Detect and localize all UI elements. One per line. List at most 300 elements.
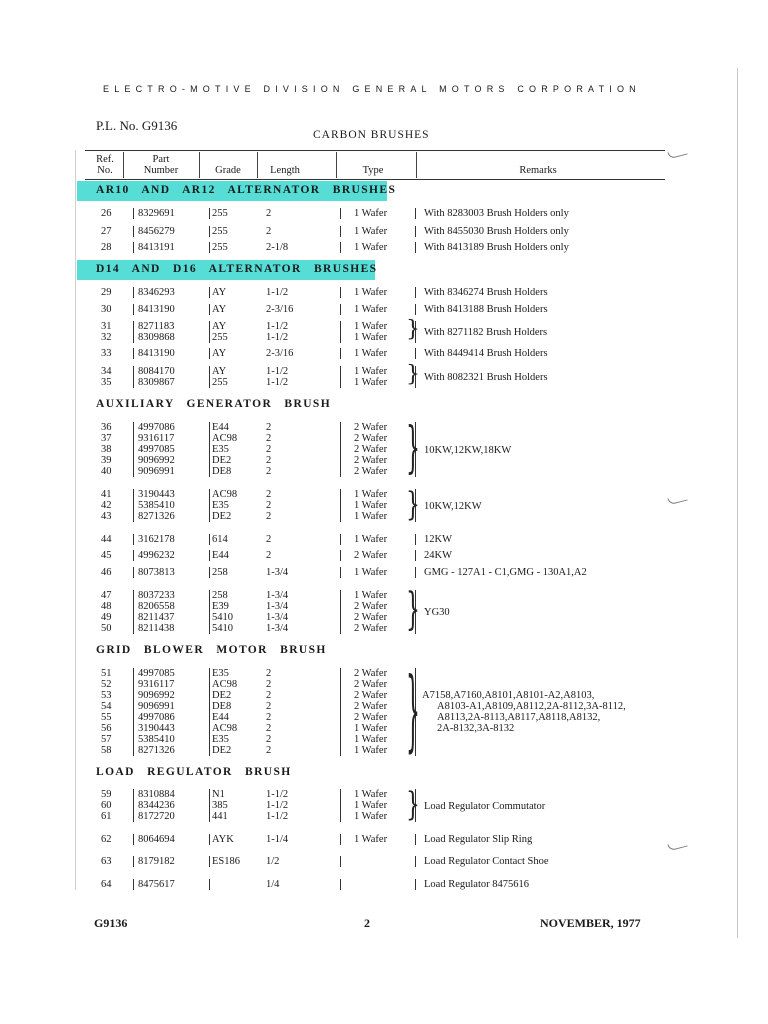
type-cell: 1 Wafer (354, 811, 388, 822)
brace-bracket: } (406, 362, 420, 387)
length-cell: 2 (266, 466, 272, 477)
column-rule (340, 489, 341, 500)
column-rule (209, 332, 210, 343)
remarks-cell: With 8413189 Brush Holders only (424, 242, 569, 253)
type-cell: 2 Wafer (354, 668, 388, 679)
type-cell: 1 Wafer (354, 834, 388, 845)
remarks-cell: With 8413188 Brush Holders (424, 304, 548, 315)
column-rule (133, 668, 134, 679)
column-rule (209, 668, 210, 679)
column-rule (415, 534, 416, 545)
grade-cell: E44 (212, 712, 229, 723)
ref-no-cell: 57 (101, 734, 112, 745)
section-title: LOAD REGULATOR BRUSH (96, 766, 292, 778)
column-rule (415, 550, 416, 561)
column-rule (340, 879, 341, 890)
column-rule (133, 879, 134, 890)
ref-no-cell: 45 (101, 550, 112, 561)
column-rule (133, 433, 134, 444)
part-number-cell: 8271326 (138, 745, 175, 756)
type-cell: 1 Wafer (354, 366, 388, 377)
length-cell: 1-1/4 (266, 834, 289, 845)
type-cell: 1 Wafer (354, 745, 388, 756)
ref-no-cell: 29 (101, 287, 112, 298)
ref-no-cell: 48 (101, 601, 112, 612)
company-header: ELECTRO-MOTIVE DIVISION GENERAL MOTORS CORPORATION (103, 84, 641, 94)
column-rule (133, 734, 134, 745)
brace-bracket: } (406, 317, 420, 342)
part-list-number: P.L. No. G9136 (96, 118, 178, 133)
ref-no-cell: 31 (101, 321, 112, 332)
remarks-cell: With 8271182 Brush Holders (424, 327, 548, 338)
column-rule (133, 489, 134, 500)
column-rule (209, 534, 210, 545)
ref-no-cell: 28 (101, 242, 112, 253)
col-part-number (136, 154, 186, 176)
header-divider (336, 152, 337, 178)
column-rule (209, 444, 210, 455)
column-rule (340, 856, 341, 867)
header-divider (123, 152, 124, 178)
remarks-cell: 12KW (424, 534, 452, 545)
part-number-cell: 3190443 (138, 489, 175, 500)
remarks-cell: GMG - 127A1 - C1,GMG - 130A1,A2 (424, 567, 587, 578)
part-number-cell: 3190443 (138, 723, 175, 734)
remarks-cell: Load Regulator Commutator (424, 800, 546, 812)
grade-cell: AC98 (212, 489, 238, 500)
column-rule (133, 208, 134, 219)
column-rule (340, 701, 341, 712)
section-title: AUXILIARY GENERATOR BRUSH (96, 398, 332, 410)
column-rule (133, 834, 134, 845)
grade-cell: AC98 (212, 433, 238, 444)
column-rule (340, 500, 341, 511)
grade-cell: E35 (212, 668, 229, 679)
type-cell: 1 Wafer (354, 800, 388, 811)
grade-cell: AC98 (212, 679, 238, 690)
page-edge-rule (737, 68, 738, 938)
column-rule (340, 590, 341, 601)
grade-cell: 258 (212, 567, 228, 578)
length-cell: 1-3/4 (266, 590, 289, 601)
ref-no-cell: 52 (101, 679, 112, 690)
col-part-number-line1: Part (152, 154, 170, 165)
document-title: CARBON BRUSHES (313, 129, 430, 141)
length-cell: 1-1/2 (266, 811, 289, 822)
column-rule (133, 789, 134, 800)
type-cell: 1 Wafer (354, 242, 388, 253)
column-rule (133, 377, 134, 388)
ref-no-cell: 55 (101, 712, 112, 723)
length-cell: 2-3/16 (266, 348, 294, 359)
ref-no-cell: 39 (101, 455, 112, 466)
grade-cell: 614 (212, 534, 228, 545)
grade-cell: AY (212, 366, 227, 377)
section-title: GRID BLOWER MOTOR BRUSH (96, 644, 327, 656)
column-rule (133, 242, 134, 253)
length-cell: 1-1/2 (266, 377, 289, 388)
grade-cell: N1 (212, 789, 225, 800)
type-cell: 1 Wafer (354, 377, 388, 388)
grade-cell: 258 (212, 590, 228, 601)
part-number-cell: 8413190 (138, 348, 175, 359)
column-rule (415, 567, 416, 578)
type-cell: 1 Wafer (354, 567, 388, 578)
ref-no-cell: 37 (101, 433, 112, 444)
column-rule (340, 690, 341, 701)
grade-cell: DE2 (212, 455, 232, 466)
column-rule (209, 550, 210, 561)
ref-no-cell: 53 (101, 690, 112, 701)
col-ref-no-line2: No. (97, 165, 113, 176)
column-rule (209, 590, 210, 601)
column-rule (340, 800, 341, 811)
column-rule (133, 800, 134, 811)
grade-cell: ES186 (212, 856, 241, 867)
binding-rule (75, 150, 76, 890)
length-cell: 2 (266, 723, 272, 734)
part-number-cell: 8413190 (138, 304, 175, 315)
type-cell: 2 Wafer (354, 690, 388, 701)
ref-no-cell: 32 (101, 332, 112, 343)
type-cell: 2 Wafer (354, 422, 388, 433)
col-ref-no (88, 154, 122, 176)
ref-no-cell: 54 (101, 701, 112, 712)
ref-no-cell: 59 (101, 789, 112, 800)
part-number-cell: 4997085 (138, 668, 175, 679)
length-cell: 1-1/2 (266, 800, 289, 811)
ref-no-cell: 47 (101, 590, 112, 601)
column-rule (340, 567, 341, 578)
part-number-cell: 4997085 (138, 444, 175, 455)
column-rule (133, 601, 134, 612)
column-rule (209, 800, 210, 811)
column-rule (209, 511, 210, 522)
column-rule (340, 745, 341, 756)
grade-cell: 385 (212, 800, 228, 811)
ref-no-cell: 62 (101, 834, 112, 845)
remarks-cell: A7158,A7160,A8101,A8101-A2,A8103, (422, 690, 595, 701)
ref-no-cell: 38 (101, 444, 112, 455)
part-number-cell: 8073813 (138, 567, 175, 578)
part-number-cell: 8211437 (138, 612, 175, 623)
length-cell: 2 (266, 679, 272, 690)
col-type: Type (362, 165, 384, 176)
column-rule (415, 304, 416, 315)
column-rule (209, 701, 210, 712)
length-cell: 1/2 (266, 856, 280, 867)
ref-no-cell: 43 (101, 511, 112, 522)
grade-cell: E39 (212, 601, 229, 612)
part-number-cell: 8456279 (138, 226, 175, 237)
grade-cell: 5410 (212, 612, 233, 623)
column-rule (340, 834, 341, 845)
column-rule (209, 366, 210, 377)
type-cell: 2 Wafer (354, 433, 388, 444)
ref-no-cell: 46 (101, 567, 112, 578)
column-rule (209, 734, 210, 745)
column-rule (133, 623, 134, 634)
ref-no-cell: 35 (101, 377, 112, 388)
column-rule (209, 304, 210, 315)
grade-cell: E35 (212, 444, 229, 455)
grade-cell: DE8 (212, 701, 232, 712)
length-cell: 2 (266, 668, 272, 679)
brace-bracket: } (406, 584, 420, 635)
column-rule (415, 879, 416, 890)
length-cell: 2 (266, 208, 272, 219)
column-rule (133, 226, 134, 237)
column-rule (133, 550, 134, 561)
col-ref-no-line1: Ref. (96, 154, 114, 165)
column-rule (340, 550, 341, 561)
type-cell: 1 Wafer (354, 789, 388, 800)
column-rule (209, 321, 210, 332)
column-rule (209, 623, 210, 634)
column-rule (209, 422, 210, 433)
part-number-cell: 8309868 (138, 332, 175, 343)
column-rule (133, 612, 134, 623)
part-number-cell: 5385410 (138, 500, 175, 511)
grade-cell: AY (212, 321, 227, 332)
part-number-cell: 8206558 (138, 601, 175, 612)
part-number-cell: 8344236 (138, 800, 175, 811)
part-number-cell: 4997086 (138, 422, 175, 433)
part-number-cell: 8211438 (138, 623, 175, 634)
ref-no-cell: 27 (101, 226, 112, 237)
column-rule (340, 723, 341, 734)
column-rule (340, 601, 341, 612)
column-rule (340, 321, 341, 332)
length-cell: 1/4 (266, 879, 280, 890)
part-number-cell: 4996232 (138, 550, 175, 561)
footer-date: NOVEMBER, 1977 (540, 916, 641, 930)
part-number-cell: 9096992 (138, 455, 175, 466)
type-cell: 1 Wafer (354, 226, 388, 237)
remarks-cell: A8113,2A-8113,A8117,A8118,A8132, (437, 712, 601, 723)
type-cell: 1 Wafer (354, 332, 388, 343)
remarks-cell: 10KW,12KW,18KW (424, 444, 512, 456)
header-divider (257, 152, 258, 178)
remarks-cell: Load Regulator 8475616 (424, 879, 529, 890)
column-rule (133, 723, 134, 734)
part-number-cell: 9316117 (138, 433, 175, 444)
column-rule (209, 567, 210, 578)
part-number-cell: 8179182 (138, 856, 175, 867)
column-rule (133, 567, 134, 578)
column-rule (133, 321, 134, 332)
type-cell: 1 Wafer (354, 500, 388, 511)
type-cell: 1 Wafer (354, 489, 388, 500)
column-rule (340, 242, 341, 253)
column-rule (415, 208, 416, 219)
column-rule (340, 332, 341, 343)
grade-cell: AY (212, 304, 227, 315)
type-cell: 1 Wafer (354, 208, 388, 219)
column-rule (133, 366, 134, 377)
remarks-cell: YG30 (424, 607, 450, 618)
length-cell: 1-3/4 (266, 612, 289, 623)
length-cell: 1-3/4 (266, 623, 289, 634)
column-rule (415, 242, 416, 253)
column-rule (209, 455, 210, 466)
footer-doc-number: G9136 (94, 916, 128, 930)
column-rule (133, 455, 134, 466)
column-rule (209, 856, 210, 867)
margin-mark (667, 840, 687, 852)
section-title: AR10 AND AR12 ALTERNATOR BRUSHES (96, 184, 397, 196)
grade-cell: E44 (212, 422, 229, 433)
grade-cell: DE2 (212, 511, 232, 522)
part-number-cell: 9096991 (138, 701, 175, 712)
margin-mark (667, 494, 687, 506)
part-number-cell: 8475617 (138, 879, 175, 890)
column-rule (209, 723, 210, 734)
grade-cell: 255 (212, 242, 228, 253)
column-rule (209, 712, 210, 723)
column-rule (133, 444, 134, 455)
ref-no-cell: 41 (101, 489, 112, 500)
column-rule (133, 500, 134, 511)
column-rule (340, 433, 341, 444)
column-rule (209, 433, 210, 444)
grade-cell: DE2 (212, 745, 232, 756)
column-rule (209, 500, 210, 511)
grade-cell: AY (212, 287, 227, 298)
grade-cell: E35 (212, 500, 229, 511)
length-cell: 1-3/4 (266, 567, 289, 578)
part-number-cell: 8413191 (138, 242, 175, 253)
part-number-cell: 8172720 (138, 811, 175, 822)
grade-cell: AYK (212, 834, 234, 845)
type-cell: 1 Wafer (354, 590, 388, 601)
length-cell: 1-1/2 (266, 366, 289, 377)
ref-no-cell: 30 (101, 304, 112, 315)
type-cell: 2 Wafer (354, 701, 388, 712)
part-number-cell: 8329691 (138, 208, 175, 219)
part-number-cell: 8310884 (138, 789, 175, 800)
column-rule (209, 348, 210, 359)
length-cell: 1-1/2 (266, 321, 289, 332)
column-rule (340, 789, 341, 800)
length-cell: 1-1/2 (266, 332, 289, 343)
length-cell: 2 (266, 712, 272, 723)
length-cell: 2 (266, 455, 272, 466)
type-cell: 1 Wafer (354, 321, 388, 332)
length-cell: 2 (266, 422, 272, 433)
column-rule (133, 304, 134, 315)
column-rule (340, 612, 341, 623)
ref-no-cell: 56 (101, 723, 112, 734)
part-number-cell: 8064694 (138, 834, 175, 845)
remarks-cell: With 8449414 Brush Holders (424, 348, 548, 359)
brace-bracket: } (406, 484, 420, 523)
part-number-cell: 9096991 (138, 466, 175, 477)
brace-bracket: } (406, 415, 420, 479)
grade-cell: AC98 (212, 723, 238, 734)
ref-no-cell: 61 (101, 811, 112, 822)
grade-cell: AY (212, 348, 227, 359)
footer-page-number: 2 (364, 916, 370, 930)
type-cell: 1 Wafer (354, 511, 388, 522)
column-rule (340, 466, 341, 477)
part-number-cell: 5385410 (138, 734, 175, 745)
ref-no-cell: 50 (101, 623, 112, 634)
section-title: D14 AND D16 ALTERNATOR BRUSHES (96, 263, 378, 275)
column-rule (209, 879, 210, 890)
grade-cell: DE2 (212, 690, 232, 701)
part-number-cell: 8309867 (138, 377, 175, 388)
length-cell: 2 (266, 690, 272, 701)
part-number-cell: 8084170 (138, 366, 175, 377)
col-remarks: Remarks (519, 165, 557, 176)
grade-cell: 255 (212, 332, 228, 343)
brace-bracket: } (406, 784, 420, 823)
type-cell: 2 Wafer (354, 601, 388, 612)
column-rule (133, 679, 134, 690)
column-rule (340, 511, 341, 522)
length-cell: 2 (266, 226, 272, 237)
column-rule (209, 208, 210, 219)
column-rule (340, 226, 341, 237)
column-rule (133, 811, 134, 822)
column-rule (133, 287, 134, 298)
grade-cell: 441 (212, 811, 228, 822)
ref-no-cell: 64 (101, 879, 112, 890)
column-rule (340, 534, 341, 545)
column-rule (340, 811, 341, 822)
column-rule (209, 489, 210, 500)
ref-no-cell: 44 (101, 534, 112, 545)
remarks-cell: 24KW (424, 550, 452, 561)
grade-cell: E44 (212, 550, 229, 561)
column-rule (133, 511, 134, 522)
column-rule (209, 466, 210, 477)
column-rule (209, 745, 210, 756)
ref-no-cell: 63 (101, 856, 112, 867)
column-rule (340, 679, 341, 690)
type-cell: 1 Wafer (354, 734, 388, 745)
column-rule (133, 856, 134, 867)
ref-no-cell: 40 (101, 466, 112, 477)
ref-no-cell: 58 (101, 745, 112, 756)
column-rule (133, 332, 134, 343)
column-rule (340, 377, 341, 388)
length-cell: 2-1/8 (266, 242, 289, 253)
remarks-cell: Load Regulator Slip Ring (424, 834, 533, 845)
column-rule (415, 834, 416, 845)
part-number-cell: 8346293 (138, 287, 175, 298)
column-rule (133, 712, 134, 723)
remarks-cell: With 8082321 Brush Holders (424, 372, 548, 383)
type-cell: 2 Wafer (354, 550, 388, 561)
column-rule (209, 789, 210, 800)
length-cell: 1-3/4 (266, 601, 289, 612)
type-cell: 1 Wafer (354, 723, 388, 734)
type-cell: 1 Wafer (354, 348, 388, 359)
part-number-cell: 4997086 (138, 712, 175, 723)
column-rule (133, 534, 134, 545)
column-rule (133, 590, 134, 601)
grade-cell: 255 (212, 208, 228, 219)
column-rule (209, 690, 210, 701)
column-rule (133, 745, 134, 756)
part-number-cell: 8037233 (138, 590, 175, 601)
type-cell: 1 Wafer (354, 304, 388, 315)
margin-mark (667, 148, 687, 160)
type-cell: 1 Wafer (354, 287, 388, 298)
column-rule (340, 366, 341, 377)
